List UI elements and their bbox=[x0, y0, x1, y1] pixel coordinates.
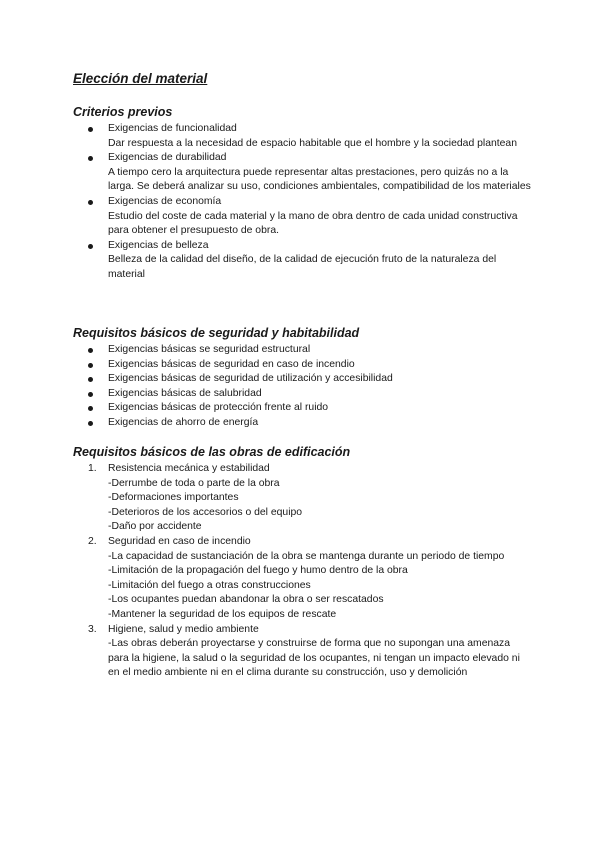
list-item-title: Exigencias de durabilidad bbox=[108, 152, 227, 164]
list-item-description: Estudio del coste de cada material y la mano de obra dentro de cada unidad constructiva para obtener el presupuesto de obra. bbox=[108, 210, 518, 237]
section-heading: Requisitos básicos de las obras de edificación bbox=[73, 445, 351, 459]
list-item bbox=[73, 387, 533, 402]
list-item-description: Dar respuesta a la necesidad de espacio habitable que el hombre y la sociedad plantean bbox=[108, 137, 517, 149]
list-item bbox=[73, 401, 533, 416]
bullet-icon bbox=[88, 421, 93, 426]
list-item-description: A tiempo cero la arquitectura puede representar altas prestaciones, pero quizás no a la larga. Se deberá analizar su uso, condiciones ambientales, compatibilidad de los materiales bbox=[108, 166, 531, 193]
list-item-description: Belleza de la calidad del diseño, de la calidad de ejecución fruto de la naturaleza del material bbox=[108, 254, 497, 280]
sub-item: -La capacidad de sustanciación de la obra se mantenga durante un periodo de tiempo bbox=[108, 550, 505, 562]
list-item bbox=[73, 358, 533, 373]
bullet-icon bbox=[88, 392, 93, 397]
sub-item: -Mantener la seguridad de los equipos de rescate bbox=[108, 608, 337, 620]
list-item-text: Exigencias básicas de seguridad en caso de incendio bbox=[108, 358, 355, 370]
section-requisitos-seguridad bbox=[73, 325, 533, 431]
sub-item: -Los ocupantes puedan abandonar la obra o ser rescatados bbox=[108, 594, 384, 606]
list-item-text: Exigencias básicas se seguridad estructural bbox=[108, 344, 311, 355]
section-heading: Criterios previos bbox=[73, 105, 173, 119]
sub-item: -Deformaciones importantes bbox=[108, 492, 239, 504]
list-item bbox=[73, 122, 533, 151]
bullet-icon bbox=[88, 377, 93, 382]
numbered-list bbox=[73, 462, 533, 681]
list-number: 3. bbox=[88, 623, 97, 635]
list-item-title: Seguridad en caso de incendio bbox=[108, 535, 251, 547]
list-item bbox=[73, 623, 533, 681]
list-item-text: Exigencias básicas de seguridad de utilización y accesibilidad bbox=[108, 373, 393, 385]
list-item-title: Higiene, salud y medio ambiente bbox=[108, 623, 259, 635]
bullet-icon bbox=[88, 348, 93, 353]
list-item bbox=[73, 372, 533, 387]
section-requisitos-obras bbox=[73, 444, 533, 681]
bullet-icon bbox=[88, 156, 93, 161]
section-heading: Requisitos básicos de seguridad y habitabilidad bbox=[73, 326, 360, 340]
list-item-title: Resistencia mecánica y estabilidad bbox=[108, 463, 270, 474]
bullet-icon bbox=[88, 127, 93, 132]
list-item-title: Exigencias de economía bbox=[108, 195, 222, 207]
list-number: 2. bbox=[88, 535, 97, 547]
sub-item: -Daño por accidente bbox=[108, 521, 202, 533]
bullet-list bbox=[73, 343, 533, 431]
sub-item: -Derrumbe de toda o parte de la obra bbox=[108, 477, 280, 489]
list-item-title: Exigencias de funcionalidad bbox=[108, 123, 237, 134]
list-item bbox=[73, 151, 533, 195]
bullet-icon bbox=[88, 406, 93, 411]
list-item-text: Exigencias básicas de salubridad bbox=[108, 387, 262, 399]
list-item bbox=[73, 535, 533, 623]
bullet-list bbox=[73, 122, 533, 283]
sub-item: -Limitación del fuego a otras construcciones bbox=[108, 579, 311, 591]
list-item-text: Exigencias básicas de protección frente al ruido bbox=[108, 402, 329, 414]
sub-item: -Deterioros de los accesorios o del equipo bbox=[108, 506, 303, 518]
list-item bbox=[73, 462, 533, 535]
list-number: 1. bbox=[88, 463, 97, 474]
document-title: Elección del material bbox=[73, 71, 208, 86]
bullet-icon bbox=[88, 363, 93, 368]
list-item bbox=[73, 343, 533, 358]
list-item bbox=[73, 195, 533, 239]
list-item-title: Exigencias de belleza bbox=[108, 239, 209, 251]
sub-item: -Limitación de la propagación del fuego y humo dentro de la obra bbox=[108, 565, 408, 577]
section-criterios-previos bbox=[73, 104, 533, 283]
list-item bbox=[73, 239, 533, 283]
bullet-icon bbox=[88, 200, 93, 205]
bullet-icon bbox=[88, 244, 93, 249]
list-item-text: Exigencias de ahorro de energía bbox=[108, 416, 259, 428]
list-item bbox=[73, 416, 533, 431]
sub-item: -Las obras deberán proyectarse y construirse de forma que no supongan una amenaza para la higiene, la salud o la seguridad de los ocupantes, ni tengan un impacto elevado ni en el medio ambiente ni en el clima durante su construcción, uso y demolición bbox=[108, 638, 520, 679]
